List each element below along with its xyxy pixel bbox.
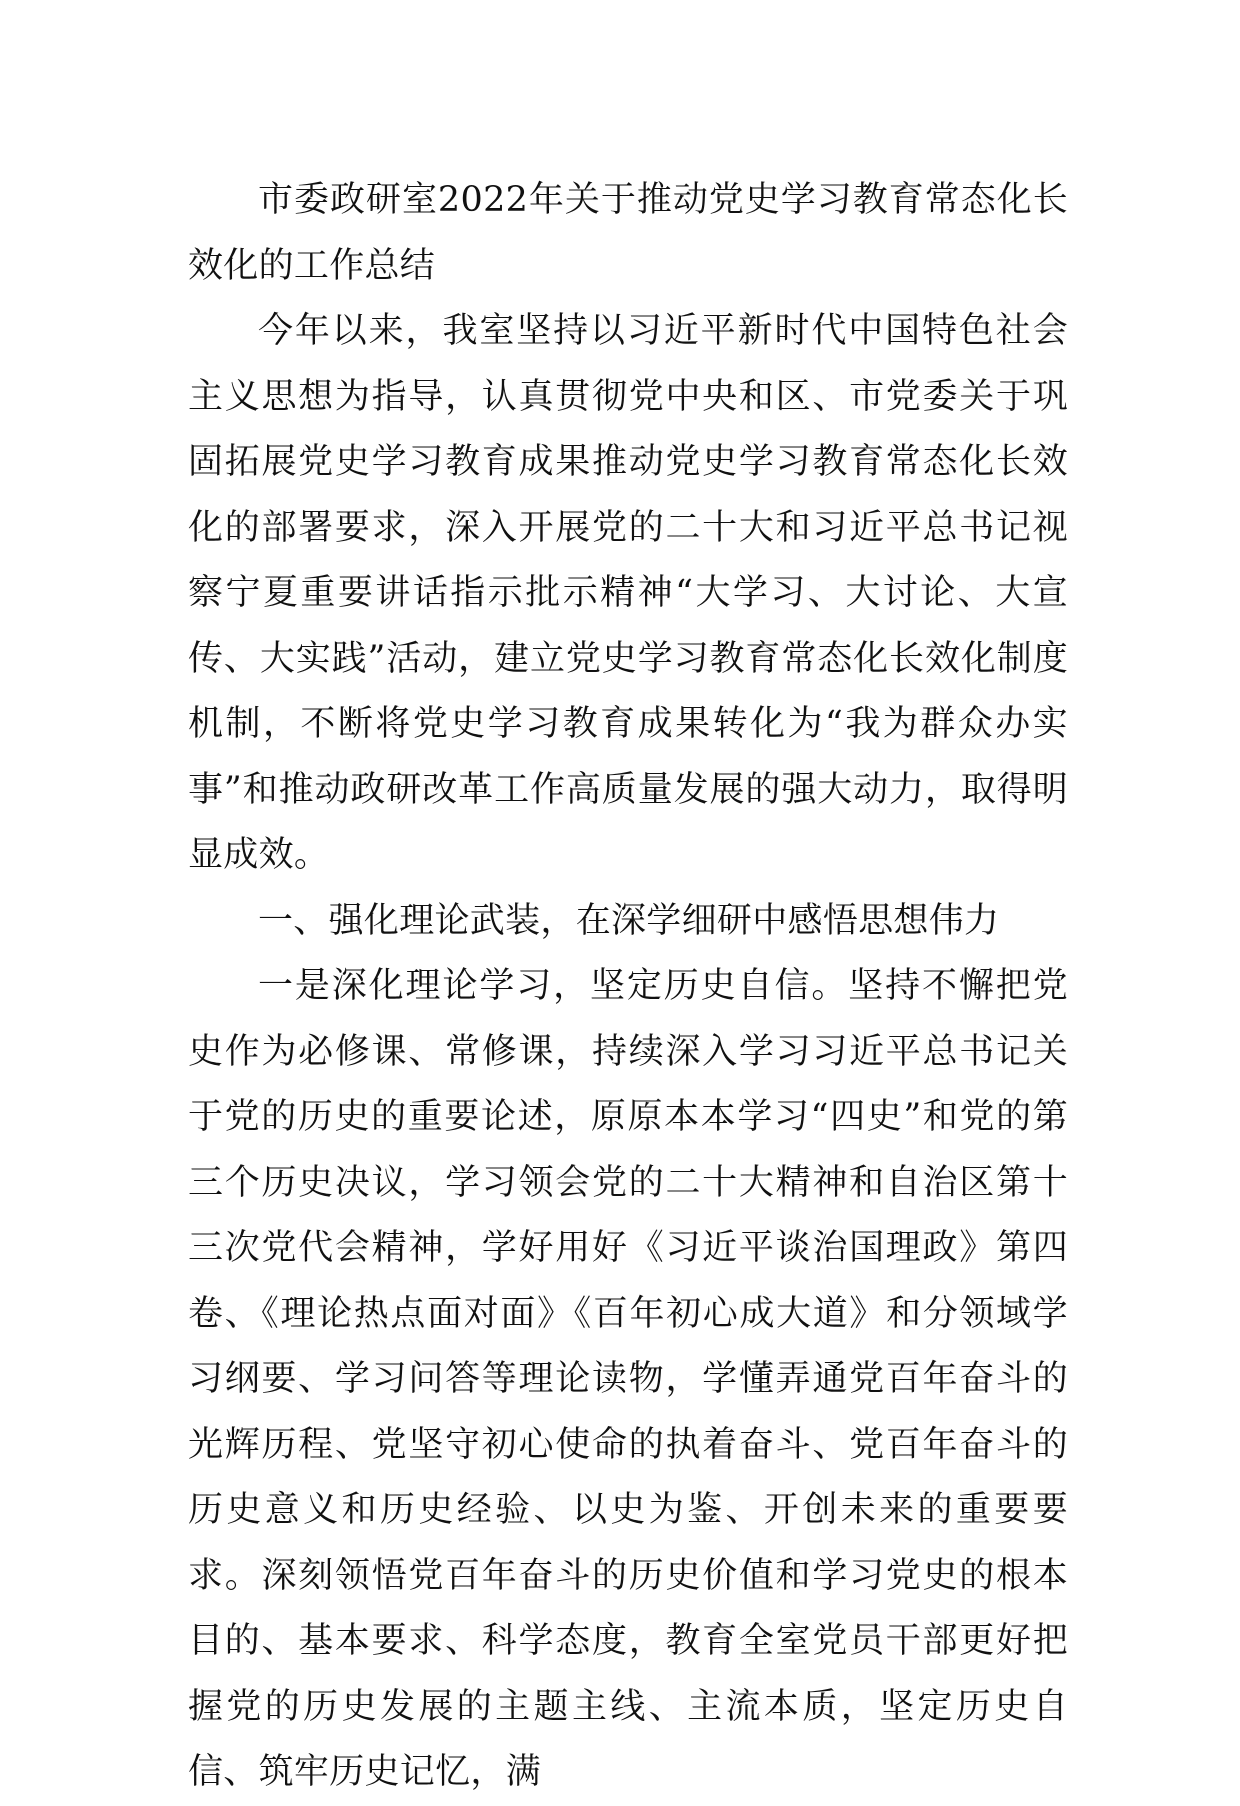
intro-paragraph: 今年以来，我室坚持以习近平新时代中国特色社会主义思想为指导，认真贯彻党中央和区、市党委关于巩固拓展党史学习教育成果推动党史学习教育常态化长效化的部署要求，深入开展党的二十大和习近平总书记视察宁夏重要讲话指示批示精神“大学习、大讨论、大宣传、大实践”活动，建立党史学习教育常态化长效化制度机制，不断将党史学习教育成果转化为“我为群众办实事”和推动政研改革工作高质量发展的强大动力，取得明显成效。 [188,311,1068,875]
document-body [188,168,1068,1806]
document-title: 市委政研室2022年关于推动党史学习教育常态化长效化的工作总结 [188,180,1068,286]
section-paragraph: 一是深化理论学习，坚定历史自信。坚持不懈把党史作为必修课、常修课，持续深入学习习近平总书记关于党的历史的重要论述，原原本本学习“四史”和党的第三个历史决议，学习领会党的二十大精神和自治区第十三次党代会精神，学好用好《习近平谈治国理政》第四卷、《理论热点面对面》《百年初心成大道》和分领域学习纲要、学习问答等理论读物，学懂弄通党百年奋斗的光辉历程、党坚守初心使命的执着奋斗、党百年奋斗的历史意义和历史经验、以史为鉴、开创未来的重要要求。深刻领悟党百年奋斗的历史价值和学习党史的根本目的、基本要求、科学态度，教育全室党员干部更好把握党的历史发展的主题主线、主流本质，坚定历史自信、筑牢历史记忆，满 [188,966,1068,1792]
section-heading: 一、强化理论武装，在深学细研中感悟思想伟力 [258,900,1000,941]
